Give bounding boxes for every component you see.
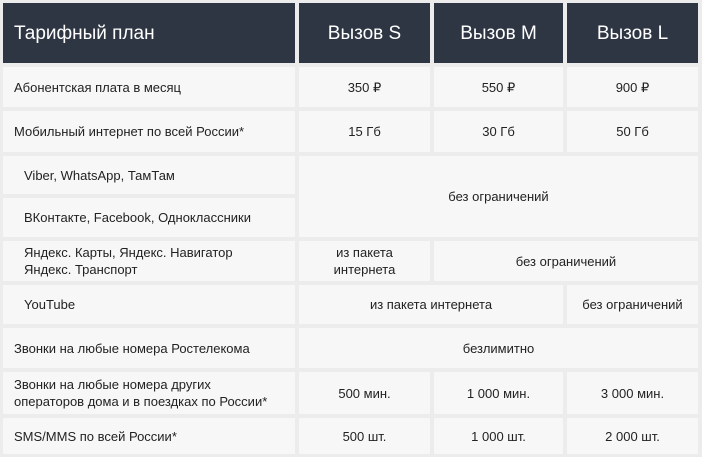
- fee-m: 550 ₽: [434, 67, 563, 107]
- row-label-messengers: Viber, WhatsApp, ТамТам: [3, 156, 295, 194]
- row-label-yandex: [3, 241, 295, 281]
- internet-s: 15 Гб: [299, 111, 430, 152]
- yandex-s: [299, 241, 430, 281]
- yandex-label-line1: Яндекс. Карты, Яндекс. Навигатор: [24, 245, 233, 260]
- sms-s: 500 шт.: [299, 418, 430, 454]
- yandex-ml: без ограничений: [434, 241, 698, 281]
- other-ops-m: 1 000 мин.: [434, 372, 563, 414]
- sms-l: 2 000 шт.: [567, 418, 698, 454]
- other-ops-label-line1: Звонки на любые номера других: [14, 377, 211, 392]
- row-label-rostelecom: Звонки на любые номера Ростелекома: [3, 328, 295, 368]
- other-ops-l: 3 000 мин.: [567, 372, 698, 414]
- youtube-l: без ограничений: [567, 285, 698, 324]
- fee-l: 900 ₽: [567, 67, 698, 107]
- youtube-sm: из пакета интернета: [299, 285, 563, 324]
- row-label-sms: SMS/MMS по всей России*: [3, 418, 295, 454]
- row-label-social: ВКонтакте, Facebook, Одноклассники: [3, 198, 295, 237]
- sms-m: 1 000 шт.: [434, 418, 563, 454]
- rostelecom-value: безлимитно: [299, 328, 698, 368]
- messengers-social-value: без ограничений: [299, 156, 698, 237]
- internet-m: 30 Гб: [434, 111, 563, 152]
- internet-l: 50 Гб: [567, 111, 698, 152]
- yandex-s-line2: интернета: [333, 262, 396, 277]
- yandex-label-line2: Яндекс. Транспорт: [24, 262, 138, 277]
- row-label-fee: Абонентская плата в месяц: [3, 67, 295, 107]
- fee-s: 350 ₽: [299, 67, 430, 107]
- header-plan-m: Вызов M: [434, 3, 563, 63]
- other-ops-label-line2: операторов дома и в поездках по России*: [14, 394, 268, 409]
- row-label-youtube: YouTube: [3, 285, 295, 324]
- row-label-internet: Мобильный интернет по всей России*: [3, 111, 295, 152]
- header-plan-l: Вызов L: [567, 3, 698, 63]
- header-plan-s: Вызов S: [299, 3, 430, 63]
- header-plan: Тарифный план: [3, 3, 295, 63]
- yandex-s-line1: из пакета: [336, 245, 393, 260]
- other-ops-s: 500 мин.: [299, 372, 430, 414]
- row-label-other-operators: [3, 372, 295, 414]
